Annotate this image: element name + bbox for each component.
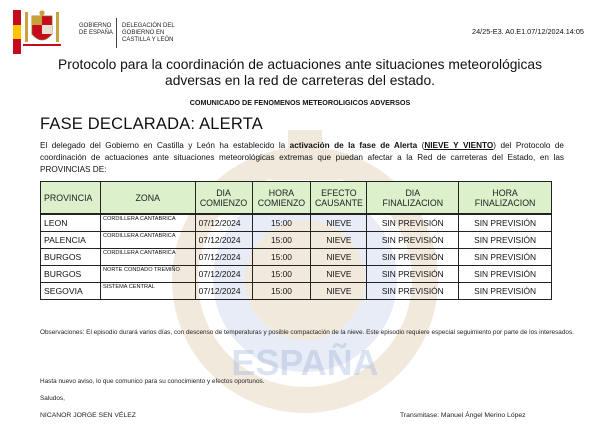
cell-efecto: NIEVE [311, 215, 367, 232]
cell-hora-finalizacion: SIN PREVISIÓN [459, 283, 552, 300]
cell-zona: NORTE CONDADO TREMIÑO [100, 266, 195, 283]
cell-dia-finalizacion: SIN PREVISIÓN [367, 232, 459, 249]
table-header-row [41, 182, 552, 214]
document-title: Protocolo para la coordinación de actuaciones ante situaciones meteorológicas adversas en la red de carreteras del estado. [58, 57, 542, 88]
cell-provincia: PALENCIA [41, 232, 101, 249]
col-header-hora-comienzo: HORA COMIENZO [252, 182, 311, 214]
cell-dia-comienzo: 07/12/2024 [195, 215, 252, 232]
cell-dia-comienzo: 07/12/2024 [195, 266, 252, 283]
intro-paragraph: El delegado del Gobierno en Castilla y León ha establecido la activación de la fase de Alerta (NIEVE Y VIENTO) del Protocolo de coordinación de actuaciones ante situaciones meteorológicas extremas que puedan afectar a la Red de carreteras del Estado, en las PROVINCIAS DE: [40, 141, 564, 175]
cell-hora-finalizacion: SIN PREVISIÓN [459, 249, 552, 266]
table-row [41, 266, 552, 283]
header-divider [116, 18, 117, 48]
watermark-text: ESPAÑA [231, 342, 379, 383]
cell-zona: CORDILLERA CANTABRICA [100, 232, 195, 249]
table-row [41, 232, 552, 249]
table-row [41, 283, 552, 300]
cell-hora-comienzo: 15:00 [252, 266, 311, 283]
cell-hora-comienzo: 15:00 [252, 283, 311, 300]
cell-provincia: SEGOVIA [41, 283, 101, 300]
col-header-zona: ZONA [100, 182, 195, 214]
weather-phenomena-text: NIEVE Y VIENTO [424, 141, 494, 150]
cell-hora-finalizacion: SIN PREVISIÓN [459, 232, 552, 249]
col-header-provincia: PROVINCIA [41, 182, 101, 214]
cell-hora-comienzo: 15:00 [252, 232, 311, 249]
cell-zona: CORDILLERA CANTABRICA [100, 215, 195, 232]
cell-dia-comienzo: 07/12/2024 [195, 283, 252, 300]
cell-efecto: NIEVE [311, 249, 367, 266]
cell-zona: SISTEMA CENTRAL [100, 283, 195, 300]
col-header-hora-finalizacion: HORA FINALIZACION [459, 182, 552, 214]
cell-dia-comienzo: 07/12/2024 [195, 232, 252, 249]
cell-hora-finalizacion: SIN PREVISIÓN [459, 215, 552, 232]
cell-provincia: BURGOS [41, 266, 101, 283]
observations-text: Observaciones: El episodio durará varios días, con descenso de temperaturas y posible compactación de la nieve. Este episodio requiere especial seguimiento por parte de los interesados. [40, 329, 574, 336]
cell-dia-finalizacion: SIN PREVISIÓN [367, 215, 459, 232]
government-name: GOBIERNO DE ESPAÑA [79, 23, 113, 36]
spain-coat-of-arms-logo [13, 10, 73, 54]
transmitter-name: Transmitase: Manuel Ángel Merino López [400, 412, 526, 419]
cell-efecto: NIEVE [311, 283, 367, 300]
phase-heading: FASE DECLARADA: ALERTA [40, 115, 263, 133]
col-header-efecto-causante: EFECTO CAUSANTE [311, 182, 367, 214]
signatory-name: NICANOR JORGE SEN VÉLEZ [40, 412, 136, 419]
delegation-name: DELEGACIÓN DEL GOBIERNO EN CASTILLA Y LEÓN [122, 23, 175, 43]
cell-dia-finalizacion: SIN PREVISIÓN [367, 249, 459, 266]
cell-efecto: NIEVE [311, 266, 367, 283]
document-reference: 24/25-E3. A0.E1.07/12/2024.14:05 [472, 27, 584, 36]
provinces-table [40, 181, 552, 300]
alert-activation-text: activación de la fase de Alerta [289, 141, 418, 150]
cell-dia-comienzo: 07/12/2024 [195, 249, 252, 266]
cell-provincia: LEON [41, 215, 101, 232]
cell-hora-finalizacion: SIN PREVISIÓN [459, 266, 552, 283]
col-header-dia-comienzo: DIA COMIENZO [195, 182, 252, 214]
table-row [41, 215, 552, 232]
cell-hora-comienzo: 15:00 [252, 249, 311, 266]
cell-hora-comienzo: 15:00 [252, 215, 311, 232]
cell-dia-finalizacion: SIN PREVISIÓN [367, 283, 459, 300]
col-header-dia-finalizacion: DIA FINALIZACION [367, 182, 459, 214]
cell-zona: CORDILLERA CANTABRICA [100, 249, 195, 266]
cell-efecto: NIEVE [311, 232, 367, 249]
greeting-text: Saludos, [40, 395, 65, 402]
cell-provincia: BURGOS [41, 249, 101, 266]
document-header [13, 10, 588, 54]
cell-dia-finalizacion: SIN PREVISIÓN [367, 266, 459, 283]
closing-text: Hasta nuevo aviso, lo que comunico para su conocimiento y efectos oportunos. [40, 378, 265, 385]
table-row [41, 249, 552, 266]
document-subtitle: COMUNICADO DE FENOMENOS METEOROLIGICOS ADVERSOS [189, 98, 411, 107]
